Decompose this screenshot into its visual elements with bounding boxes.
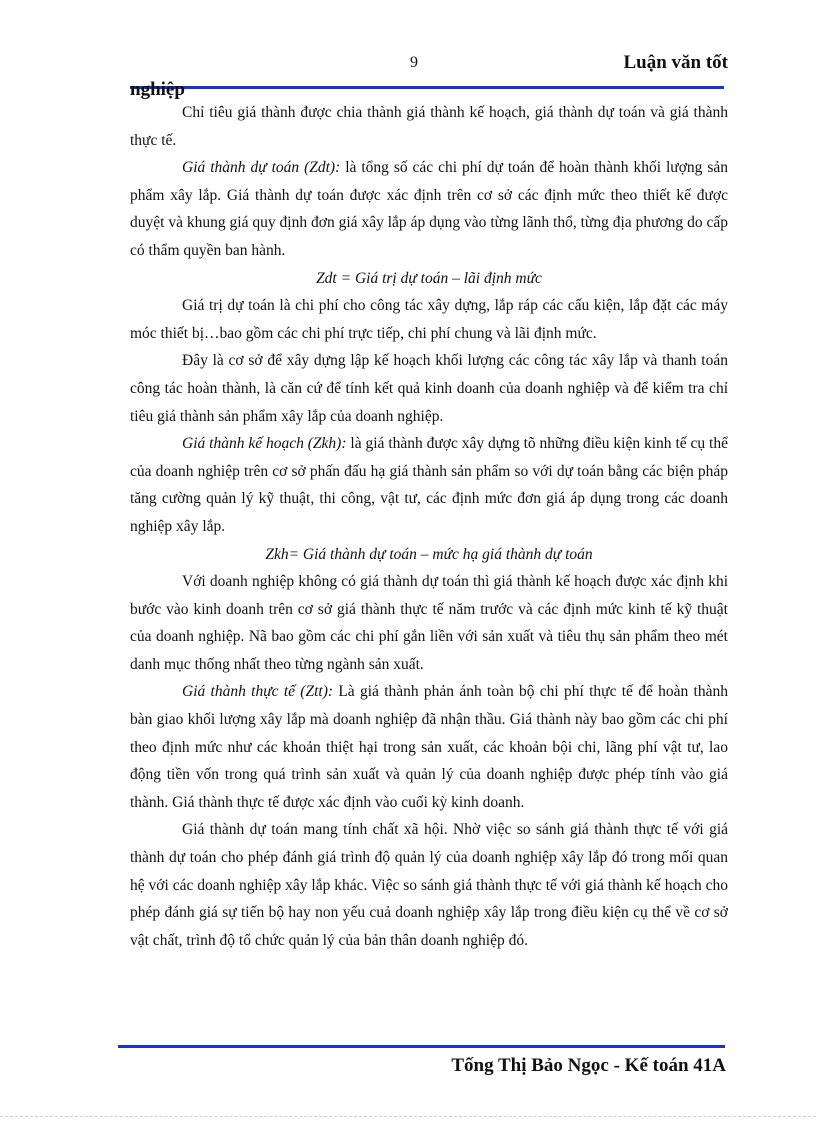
- paragraph: [130, 430, 728, 540]
- term-label: Giá thành dự toán (Zdt):: [182, 159, 341, 177]
- term-label: Giá thành kế hoạch (Zkh):: [182, 435, 347, 453]
- document-body: [130, 99, 728, 954]
- formula: Zkh= Giá thành dự toán – mức hạ giá thành dự toán: [265, 545, 593, 563]
- footer-rule: [118, 1045, 725, 1048]
- formula: Zdt = Giá trị dự toán – lãi định mức: [316, 269, 542, 287]
- footer-author: Tống Thị Bảo Ngọc - Kế toán 41A: [451, 1055, 726, 1076]
- paragraph: Giá trị dự toán là chi phí cho công tác xây dựng, lắp ráp các cấu kiện, lắp đặt các máy móc thiết bị…bao gồm các chi phí trực tiếp, chi phí chung và lãi định mức.: [130, 297, 728, 342]
- paragraph-text: là giá thành được xây dựng tõ những điều kiện kinh tế cụ thể của doanh nghiệp trên cơ sở phấn đấu hạ giá thành sản phẩm so với dự toán bằng các biện pháp tăng cường quản lý kỹ thuật, thi công, vật tư, các định mức đơn giá áp dụng trong các doanh nghiệp xây lắp.: [130, 435, 728, 535]
- paragraph: [130, 154, 728, 264]
- term-label: Giá thành thực tế (Ztt):: [182, 683, 334, 701]
- paragraph: Với doanh nghiệp không có giá thành dự toán thì giá thành kế hoạch được xác định khi bước vào kinh doanh trên cơ sở giá thành thực tế năm trước và các định mức kinh tế kỹ thuật của doanh nghiệp. Nã bao gồm các chi phí gắn liền với sản xuất và tiêu thụ sản phẩm theo mét danh mục thống nhất theo từng ngành sản xuất.: [130, 573, 728, 673]
- paragraph: Chỉ tiêu giá thành được chia thành giá thành kế hoạch, giá thành dự toán và giá thành thực tế.: [130, 104, 728, 149]
- paragraph: [130, 678, 728, 816]
- paragraph-text: Là giá thành phản ánh toàn bộ chi phí thực tế để hoàn thành bàn giao khối lượng xây lắp mà doanh nghiệp đã nhận thầu. Giá thành này bao gồm các chi phí theo định mức như các khoản thiệt hại trong sản xuất, các khoản bội chi, lãng phí vật tư, lao động tiền vốn trong quá trình sản xuất và quản lý của doanh nghiệp được phép tính vào giá thành. Giá thành thực tế được xác định vào cuối kỳ kinh doanh.: [130, 683, 728, 811]
- header-title: Luận văn tốt: [623, 52, 728, 73]
- header-rule: [130, 86, 724, 89]
- paragraph: Đây là cơ sở để xây dựng lập kế hoạch khối lượng các công tác xây lắp và thanh toán công tác hoàn thành, là căn cứ để tính kết quả kinh doanh của doanh nghiệp và để kiểm tra chỉ tiêu giá thành sản phẩm xây lắp của doanh nghiệp.: [130, 352, 728, 425]
- paragraph-text: là tổng số các chi phí dự toán để hoàn thành khối lượng sản phẩm xây lắp. Giá thành dự toán được xác định trên cơ sở các định mức theo thiết kế được duyệt và khung giá quy định đơn giá xây lắp áp dụng vào từng lãnh thổ, từng địa phương do cấp có thẩm quyền ban hành.: [130, 159, 728, 259]
- header-title-overflow: nghiệp: [130, 79, 185, 100]
- paragraph: Giá thành dự toán mang tính chất xã hội. Nhờ việc so sánh giá thành thực tế với giá thành dự toán cho phép đánh giá trình độ quản lý của doanh nghiệp xây lắp đó trong mối quan hệ với các doanh nghiệp xây lắp khác. Việc so sánh giá thành thực tế với giá thành kế hoạch cho phép đánh giá sự tiến bộ hay non yếu cuả doanh nghiệp xây lắp trong điều kiện cụ thể về cơ sở vật chất, trình độ tổ chức quản lý của bản thân doanh nghiệp đó.: [130, 821, 728, 949]
- page-edge: [0, 1116, 816, 1117]
- page-number: 9: [410, 54, 418, 71]
